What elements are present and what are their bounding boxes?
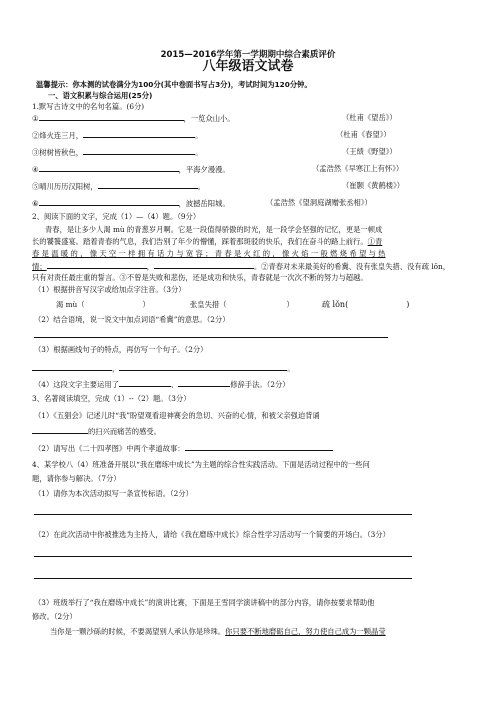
q4-stem-line-1: 4、某学校八（4）班准备开展以“我在磨练中成长”为主题的综合性实践活动。下面是活动过程中的一些问 xyxy=(32,460,370,469)
answer-blank[interactable] xyxy=(39,164,179,172)
q2-sub-3: （3）根据画线句子的特点，再仿写一个句子。（2分） xyxy=(34,345,208,354)
answer-blank[interactable] xyxy=(119,379,171,387)
q2-passage-line-3: 春 是 温 暖 的 ， 像 天 空 一 样 拥 有 话 力 与 宽 容 ； 青 春 是 火 红 的 ， 像 火 焰 一 般 燃 烧 希 望 与 热 xyxy=(32,249,386,258)
pinyin-item-3: 疏 lǒn( ) xyxy=(322,300,410,309)
answer-blank[interactable] xyxy=(83,130,195,138)
answer-blank[interactable] xyxy=(39,113,184,121)
q2-sub-3-answer: ， 。 xyxy=(32,363,295,374)
q4-sub-3-line-1: （3）班级举行了“我在磨练中成长”的演讲比赛，下面是王雪同学演讲稿中的部分内容，请你按要求帮助他 xyxy=(34,598,375,607)
q1-item-5: ⑤晴川历历汉阳树， 。 xyxy=(32,182,205,191)
q1-item-3: ③树树皆秋色， 。 xyxy=(32,148,203,157)
answer-blank[interactable] xyxy=(98,181,198,189)
q2-passage-line-1: 青春，是让多少人渴 mù 的青葱岁月啊。它是一段值得骄傲的时光，是一段学会坚强的记忆，更是一顿成 xyxy=(45,225,383,234)
answer-blank[interactable] xyxy=(83,147,195,155)
answer-line[interactable] xyxy=(34,577,412,579)
q2-passage-line-4: 情； ， 。②青春对未来最美好的希冀、没有张皇失措、没有疏 lǒn， xyxy=(32,262,451,271)
q2-sub-4: （4）这段文字主要运用了 、 修辞手法。（2分） xyxy=(34,380,290,389)
exam-title: 2015—2016学年第一学期期中综合素质评价 xyxy=(160,50,336,60)
subject-title: 八年级语文试卷 xyxy=(202,59,294,74)
q1-item-6-source: （孟浩然《望洞庭湖赠张丞相》） xyxy=(266,198,372,207)
q1-item-4-source: （孟浩然《早寒江上有怀》） xyxy=(312,164,404,173)
answer-blank[interactable] xyxy=(185,443,333,451)
q3-sub-2: （2）请写出《二十四孝图》中两个孝道故事： xyxy=(34,443,333,454)
q1-item-6: ⑥ ，波撼岳阳城。 xyxy=(32,199,230,208)
q1-item-2-source: （杜甫《春望》） xyxy=(336,130,391,139)
answer-blank[interactable] xyxy=(47,261,147,269)
q3-sub-1-line-1: （1）《五猖会》记述儿时“我”盼望观看迎神赛会的急切、兴奋的心情，和被父亲强迫背诵 xyxy=(34,411,320,420)
q1-item-3-source: （王绩《野望》） xyxy=(342,147,397,156)
q1-item-1-source: （杜甫《望岳》） xyxy=(342,113,397,122)
q4-sub-1: （1）请你为本次活动拟写一条宣传标语。（2分） xyxy=(34,489,193,498)
q1-item-2: ②烽火连三月， 。 xyxy=(32,131,203,140)
answer-line[interactable] xyxy=(34,513,412,515)
q2-passage-line-5: 只有对责任最庄重的誓言。③不曾是失败和悲伤，还是成功和快乐，青春就是一次次不断的努力与超越。 xyxy=(32,273,368,282)
pinyin-item-1: 渴 mù（ ） xyxy=(56,300,150,309)
exam-note: 温馨提示：你本测的试卷满分为100分(其中卷面书写占3分)，考试时间为120分钟。 xyxy=(36,80,312,89)
q4-sub-2: （2）在此次活动中你被推选为主持人，请给《我在磨练中成长》综合性学习活动写一个简要的开场白。（3分） xyxy=(34,530,390,539)
q1-item-1: ① ，一览众山小。 xyxy=(32,114,235,123)
q4-sub-3-line-2: 修改。（2分） xyxy=(32,612,77,621)
answer-blank[interactable] xyxy=(178,379,230,387)
q1-stem: 1.默写古诗文中的名句名篇。(6分) xyxy=(32,102,145,111)
q2-sub-1: （1）根据拼音写汉字或给加点字注音。（3分） xyxy=(34,285,186,294)
q2-sub-2: （2）结合语境，说一说文中加点词语“希冀”的意思。（2分） xyxy=(34,315,230,324)
pinyin-item-2: 张皇失措（ ） xyxy=(190,300,294,309)
q3-stem: 3、名著阅读填空，完成（1）--（2）题。（3分） xyxy=(32,394,191,403)
q2-passage-line-2: 长的饕餮盛宴。踏着青春的气息，我们告别了年少的懵懂，踩着那斑驳的快乐，我们在奋斗的路上前行。①青 xyxy=(32,237,383,246)
q2-stem: 2、阅读下面的文字，完成（1）—（4）题。（9分） xyxy=(32,212,201,221)
answer-blank[interactable] xyxy=(39,198,179,206)
answer-line[interactable] xyxy=(34,555,412,557)
q4-speech-excerpt: 当你是一颗沙砾的时候，不要渴望别人承认你是珍珠。你只要不断地磨砺自己，努力使自己成为一颗晶莹 xyxy=(50,627,386,636)
q3-sub-1-line-2: 的扫兴而痛苦的感受。 xyxy=(32,426,161,437)
section-1-heading: 一、语文积累与综合运用(25分) xyxy=(48,91,153,100)
answer-blank[interactable] xyxy=(154,261,254,269)
answer-blank[interactable] xyxy=(119,363,287,371)
q1-item-5-source: （崔颢《黄鹤楼》） xyxy=(342,181,405,190)
answer-blank[interactable] xyxy=(32,426,88,434)
answer-blank[interactable] xyxy=(32,363,112,371)
answer-line[interactable] xyxy=(34,336,388,338)
q4-stem-line-2: 题，请你参与解决。（7分） xyxy=(32,474,121,483)
q1-item-4: ④ ，平海夕漫漫。 xyxy=(32,165,230,174)
